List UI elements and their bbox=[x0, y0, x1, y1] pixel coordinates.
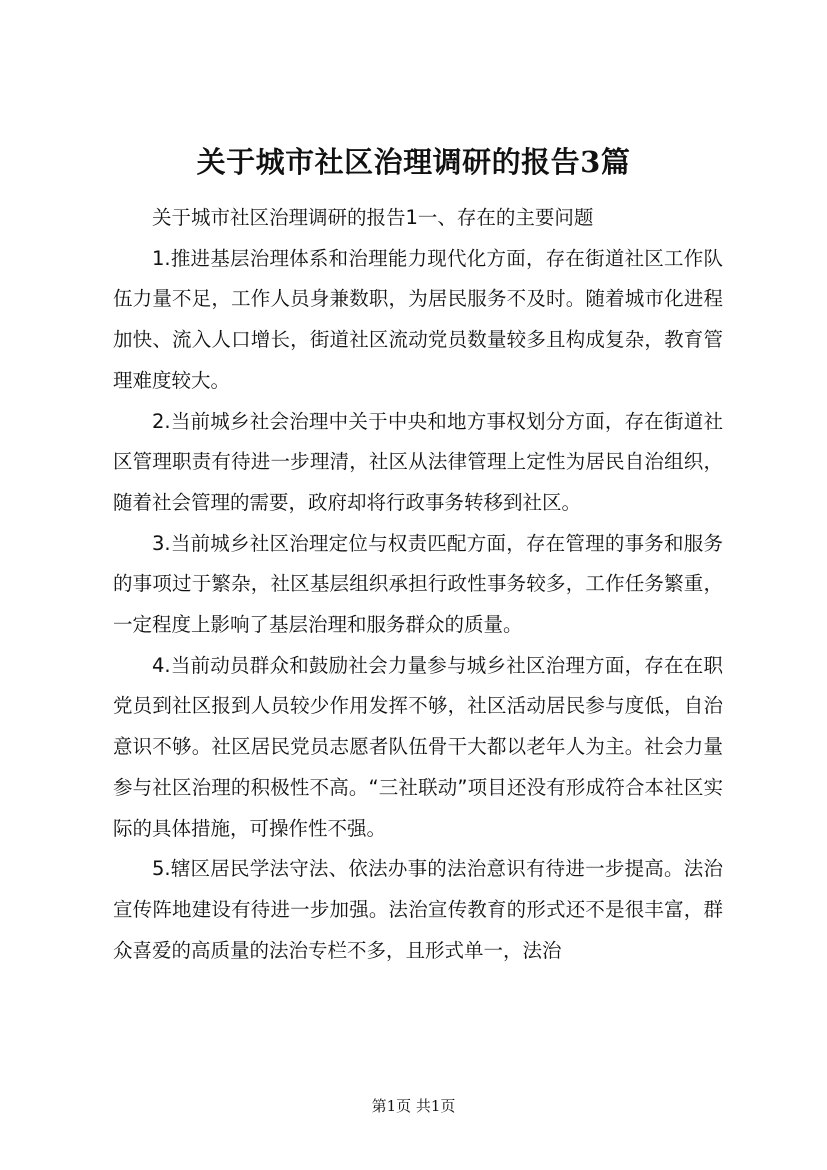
paragraph-intro: 关于城市社区治理调研的报告1一、存在的主要问题 bbox=[152, 206, 594, 229]
document-body bbox=[113, 198, 723, 971]
paragraph-5: 5.辖区居民学法守法、依法办事的法治意识有待进一步提高。法治宣传阵地建设有待进一步加强。法治宣传教育的形式还不是很丰富，群众喜爱的高质量的法治专栏不多，且形式单一，法治 bbox=[113, 857, 723, 962]
page-footer bbox=[0, 1096, 827, 1116]
document-title: 关于城市社区治理调研的报告3篇 bbox=[196, 145, 631, 179]
paragraph-4: 4.当前动员群众和鼓励社会力量参与城乡社区治理方面，存在在职党员到社区报到人员较少作用发挥不够，社区活动居民参与度低，自治意识不够。社区居民党员志愿者队伍骨干大都以老年人为主。社会力量参与社区治理的积极性不高。“三社联动”项目还没有形成符合本社区实际的具体措施，可操作性不强。 bbox=[113, 653, 723, 840]
paragraph-1: 1.推进基层治理体系和治理能力现代化方面，存在街道社区工作队伍力量不足，工作人员身兼数职，为居民服务不及时。随着城市化进程加快、流入人口增长，街道社区流动党员数量较多且构成复杂，教育管理难度较大。 bbox=[113, 246, 723, 392]
paragraph-2: 2.当前城乡社会治理中关于中央和地方事权划分方面，存在街道社区管理职责有待进一步理清，社区从法律管理上定性为居民自治组织，随着社会管理的需要，政府却将行政事务转移到社区。 bbox=[113, 409, 723, 514]
page-number-label: 第1页 共1页 bbox=[371, 1097, 456, 1115]
paragraph-3: 3.当前城乡社区治理定位与权责匹配方面，存在管理的事务和服务的事项过于繁杂，社区基层组织承担行政性事务较多，工作任务繁重，一定程度上影响了基层治理和服务群众的质量。 bbox=[113, 531, 723, 637]
